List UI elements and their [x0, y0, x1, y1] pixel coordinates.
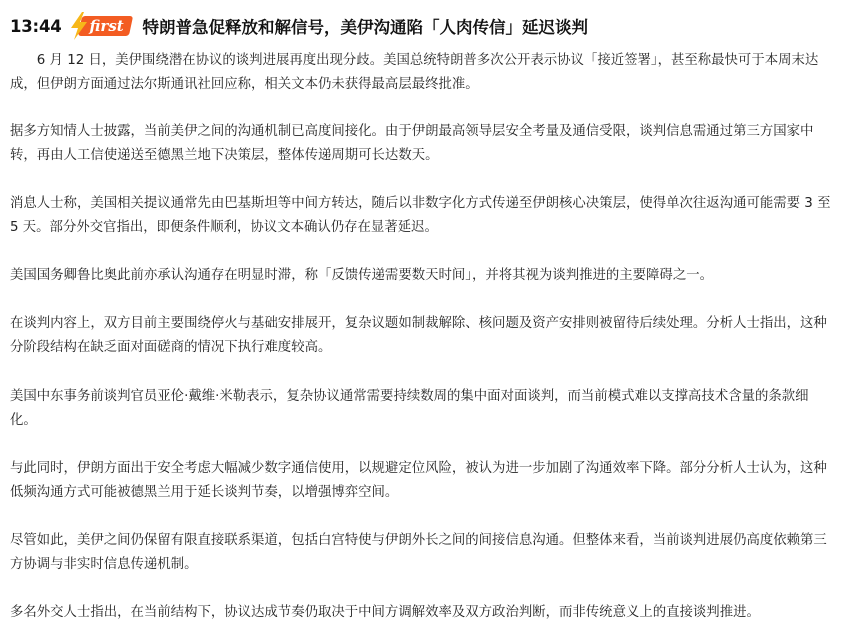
paragraph: 在谈判内容上，双方目前主要围绕停火与基础安排展开，复杂议题如制裁解除、核问题及资产安排则被留待后续处理。分析人士指出，这种分阶段结构在缺乏面对面磋商的情况下执行难度较高。: [10, 316, 827, 355]
lightning-icon: [70, 12, 88, 40]
paragraph: 与此同时，伊朗方面出于安全考虑大幅减少数字通信使用，以规避定位风险，被认为进一步加剧了沟通效率下降。部分分析人士认为，这种低频沟通方式可能被德黑兰用于延长谈判节奏，以增强博弈空间。: [10, 461, 827, 500]
article-body: [0, 49, 846, 625]
paragraph: 消息人士称，美国相关提议通常先由巴基斯坦等中间方转达，随后以非数字化方式传递至伊朗核心决策层，使得单次往返沟通可能需要 3 至 5 天。部分外交官指出，即便条件顺利，协议文本确认仍存在显著延迟。: [10, 196, 831, 235]
paragraph: 尽管如此，美伊之间仍保留有限直接联系渠道，包括白宫特使与伊朗外长之间的间接信息沟通。但整体来看，当前谈判进展仍高度依赖第三方协调与非实时信息传递机制。: [10, 533, 827, 572]
article-header: [0, 6, 846, 46]
badge-label: first: [89, 17, 124, 35]
paragraph: 美国国务卿鲁比奥此前亦承认沟通存在明显时滞，称「反馈传递需要数天时间」，并将其视为谈判推进的主要障碍之一。: [10, 268, 713, 283]
article-title: 特朗普急促释放和解信号，美伊沟通陷「人肉传信」延迟谈判: [142, 18, 589, 37]
paragraph: 美国中东事务前谈判官员亚伦·戴维·米勒表示，复杂协议通常需要持续数周的集中面对面谈判，而当前模式难以支撑高技术含量的条款细化。: [10, 389, 809, 428]
first-badge: [70, 14, 132, 38]
paragraph: 多名外交人士指出，在当前结构下，协议达成节奏仍取决于中间方调解效率及双方政治判断，而非传统意义上的直接谈判推进。: [10, 605, 760, 620]
paragraph: 据多方知情人士披露，当前美伊之间的沟通机制已高度间接化。由于伊朗最高领导层安全考量及通信受限，谈判信息需通过第三方国家中转，再由人工信使递送至德黑兰地下决策层，整体传递周期可长达数天。: [10, 124, 814, 163]
timestamp: 13:44: [10, 16, 62, 36]
paragraph: 6 月 12 日，美伊围绕潜在协议的谈判进展再度出现分歧。美国总统特朗普多次公开表示协议「接近签署」，甚至称最快可于本周末达成，但伊朗方面通过法尔斯通讯社回应称，相关文本仍未获得最高层最终批准。: [10, 53, 819, 92]
